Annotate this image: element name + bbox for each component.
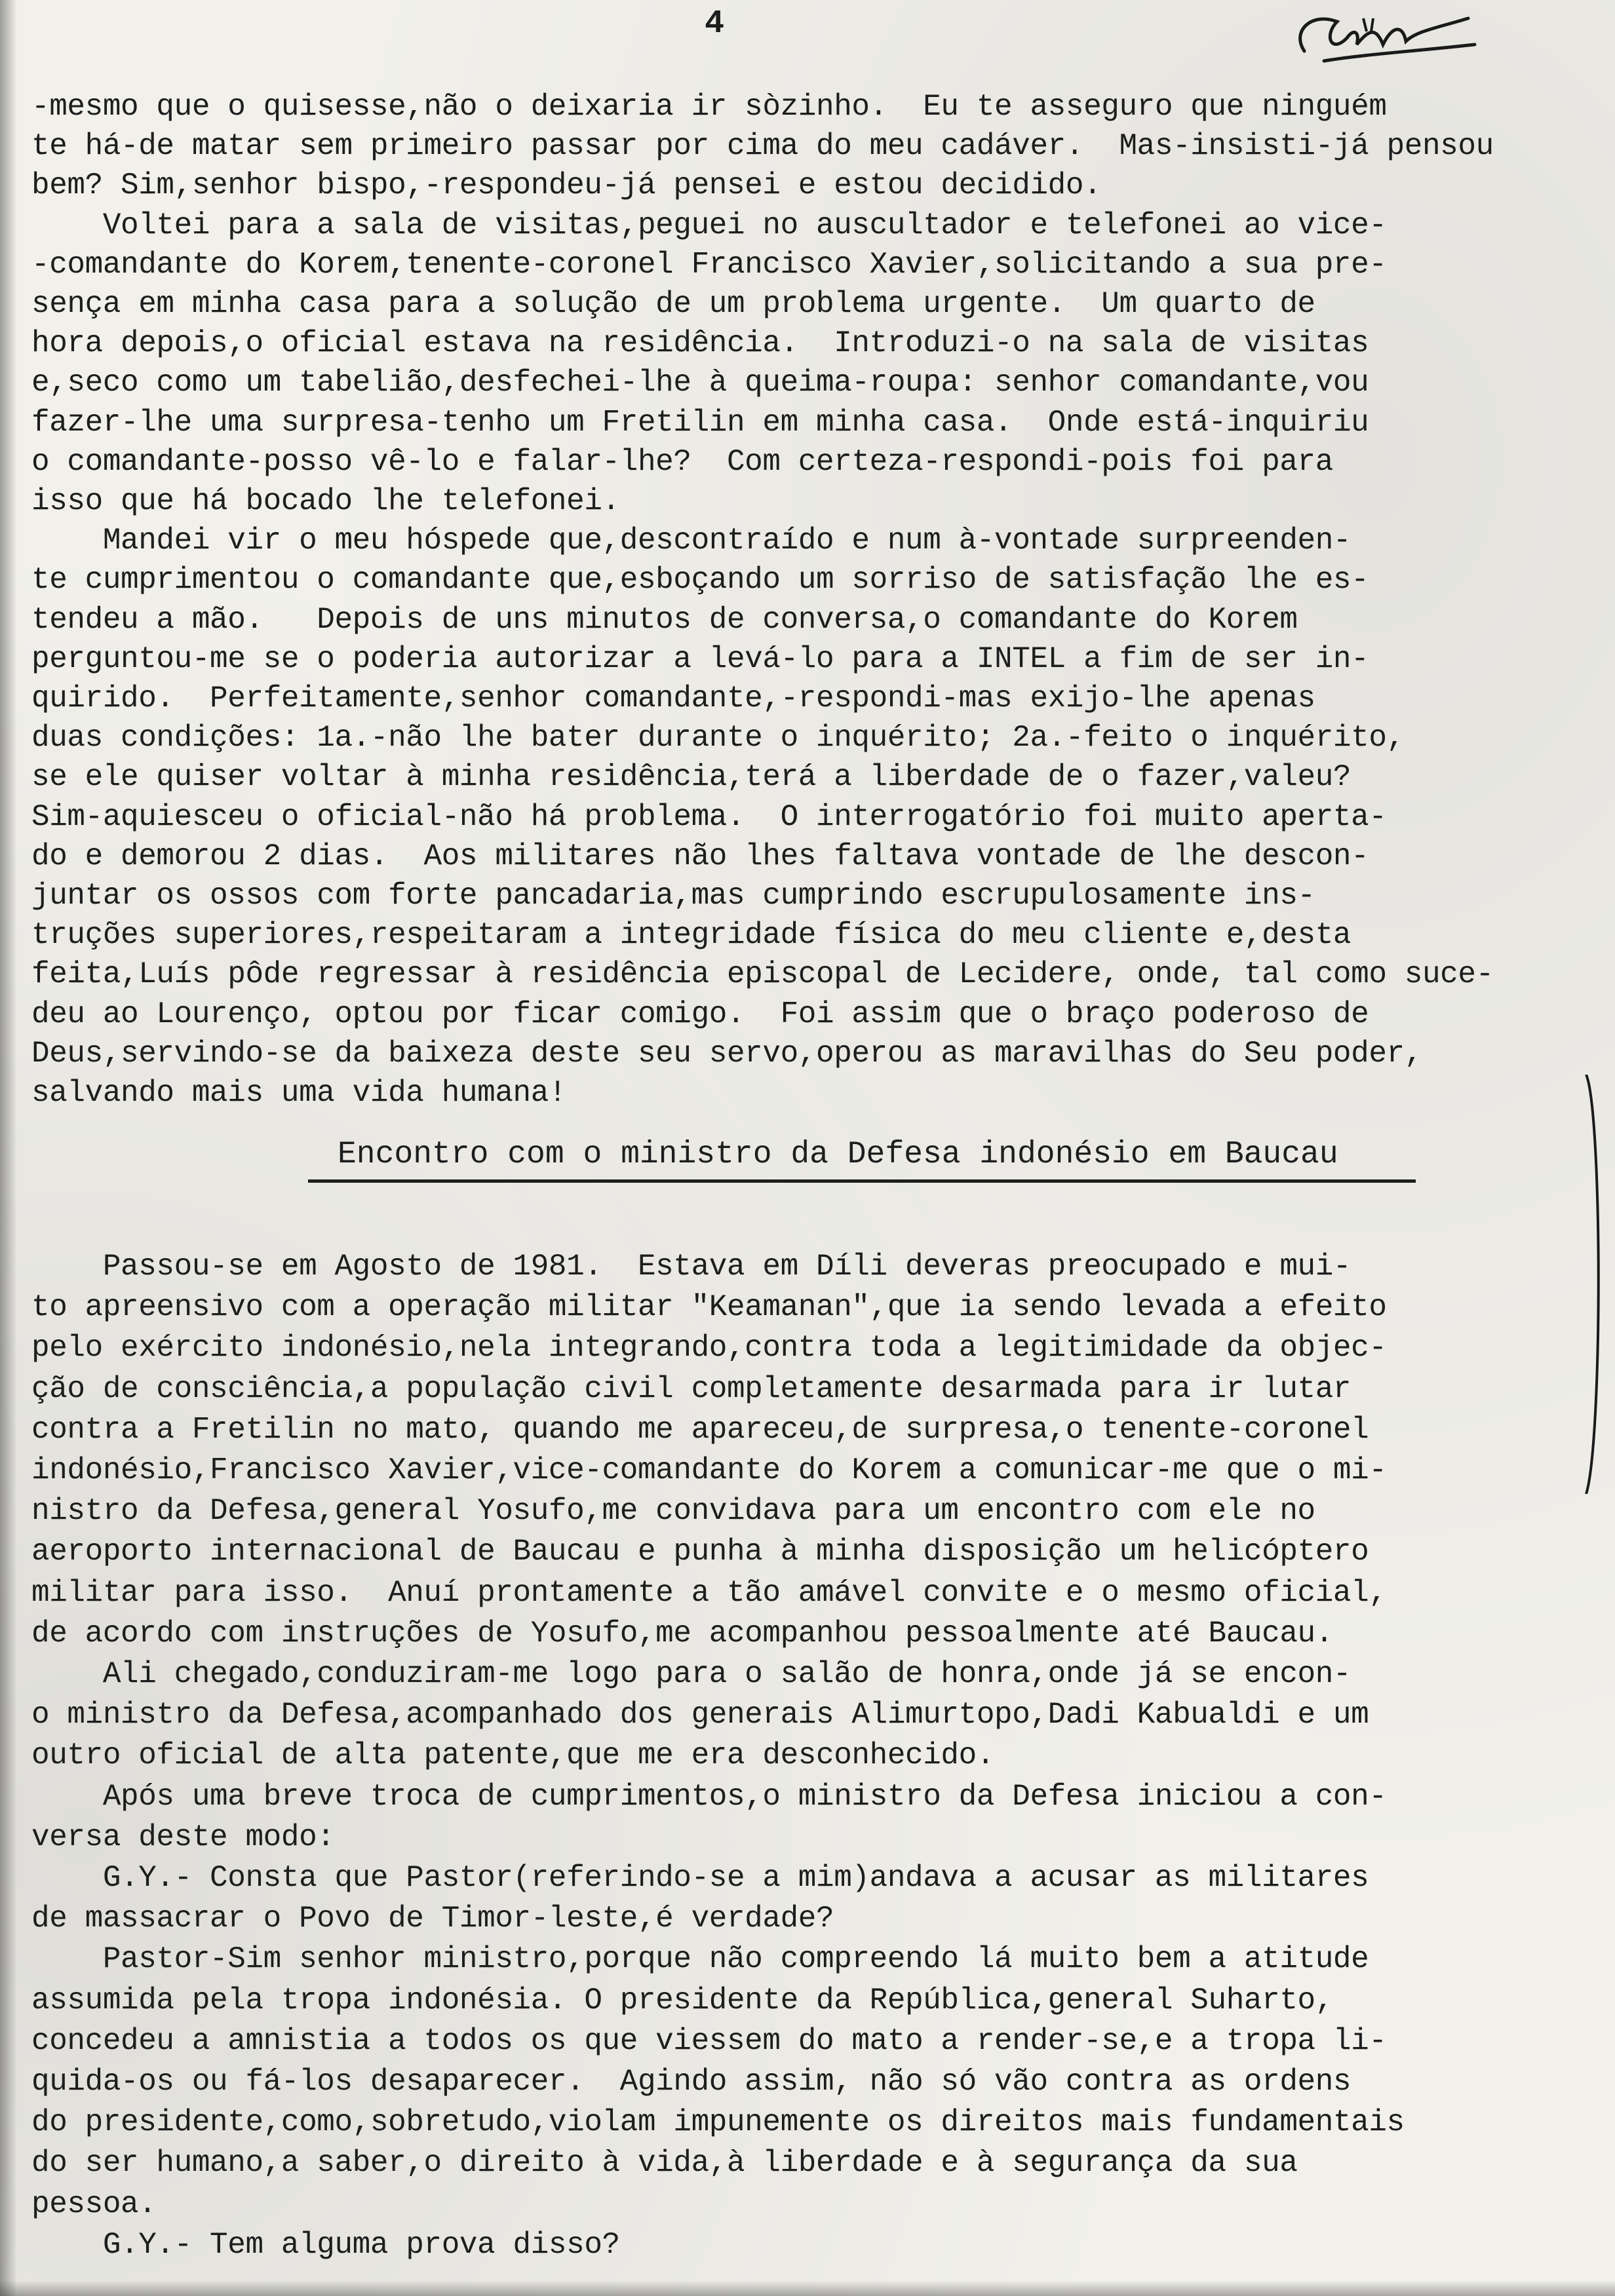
text-line: sença em minha casa para a solução de um problema urgente. Um quarto de [31,287,1315,321]
text-line: isso que há bocado lhe telefonei. [31,484,620,518]
text-line: -mesmo que o quisesse,não o deixaria ir sòzinho. Eu te asseguro que ninguém [31,90,1387,124]
text-line: versa deste modo: [31,1820,335,1854]
text-line: Passou-se em Agosto de 1981. Estava em Díli deveras preocupado e mui- [31,1250,1352,1284]
text-line: fazer-lhe uma surpresa-tenho um Fretilin em minha casa. Onde está-inquiriu [31,405,1369,440]
text-line: assumida pela tropa indonésia. O presidente da República,general Suharto, [31,1983,1333,2018]
text-line: do e demorou 2 dias. Aos militares não lhes faltava vontade de lhe descon- [31,839,1369,873]
text-line: -comandante do Korem,tenente-coronel Francisco Xavier,solicitando a sua pre- [31,247,1387,282]
text-line: pessoa. [31,2187,157,2221]
text-line: duas condições: 1a.-não lhe bater durante o inquérito; 2a.-feito o inquérito, [31,721,1405,756]
text-line: G.Y.- Tem alguma prova disso? [31,2227,620,2262]
text-line: Deus,servindo-se da baixeza deste seu servo,operou as maravilhas do Seu poder, [31,1036,1422,1071]
text-line: bem? Sim,senhor bispo,-respondeu-já pensei e estou decidido. [31,168,1102,203]
text-line: deu ao Lourenço, optou por ficar comigo. Foi assim que o braço poderoso de [31,997,1369,1031]
text-line: o ministro da Defesa,acompanhado dos generais Alimurtopo,Dadi Kabualdi e um [31,1698,1369,1732]
text-line: concedeu a amnistia a todos os que viessem do mato a render-se,e a tropa li- [31,2023,1387,2058]
text-line: outro oficial de alta patente,que me era desconhecido. [31,1738,995,1773]
text-line: Após uma breve troca de cumprimentos,o ministro da Defesa iniciou a con- [31,1779,1387,1814]
text-line: de acordo com instruções de Yosufo,me acompanhou pessoalmente até Baucau. [31,1616,1333,1651]
text-line: do ser humano,a saber,o direito à vida,à liberdade e à segurança da sua [31,2146,1298,2181]
text-line: ção de consciência,a população civil completamente desarmada para ir lutar [31,1371,1352,1406]
text-line: Ali chegado,conduziram-me logo para o salão de honra,onde já se encon- [31,1657,1352,1691]
scan-shadow-bottom [0,2280,1615,2296]
text-line: feita,Luís pôde regressar à residência episcopal de Lecidere, onde, tal como suce- [31,957,1494,992]
text-line: aeroporto internacional de Baucau e punha à minha disposição um helicóptero [31,1535,1369,1569]
text-line: truções superiores,respeitaram a integridade física do meu cliente e,desta [31,918,1352,953]
text-line: perguntou-me se o poderia autorizar a levá-lo para a INTEL a fim de ser in- [31,641,1369,676]
handwritten-signature [1285,5,1481,77]
text-line: e,seco como um tabelião,desfechei-lhe à queima-roupa: senhor comandante,vou [31,366,1369,400]
text-line: de massacrar o Povo de Timor-leste,é verdade? [31,1902,834,1936]
text-line: indonésio,Francisco Xavier,vice-comandante do Korem a comunicar-me que o mi- [31,1453,1387,1487]
text-line: te há-de matar sem primeiro passar por cima do meu cadáver. Mas-insisti-já pensou [31,129,1494,164]
text-line: contra a Fretilin no mato, quando me apareceu,de surpresa,o tenente-coronel [31,1412,1369,1447]
text-line: pelo exército indonésio,nela integrando,contra toda a legitimidade da objec- [31,1331,1387,1366]
text-line: hora depois,o oficial estava na residência. Introduzi-o na sala de visitas [31,326,1369,361]
text-line: salvando mais uma vida humana! [31,1076,567,1110]
scan-shadow-left [0,0,17,2296]
text-line: tendeu a mão. Depois de uns minutos de conversa,o comandante do Korem [31,602,1298,637]
text-line: Pastor-Sim senhor ministro,porque não compreendo lá muito bem a atitude [31,1942,1369,1977]
text-line: to apreensivo com a operação militar "Keamanan",que ia sendo levada a efeito [31,1290,1387,1325]
text-line: o comandante-posso vê-lo e falar-lhe? Com certeza-respondi-pois foi para [31,444,1333,479]
text-line: nistro da Defesa,general Yosufo,me convidava para um encontro com ele no [31,1494,1315,1529]
text-line: Voltei para a sala de visitas,peguei no auscultador e telefonei ao vice- [31,208,1387,242]
text-line: militar para isso. Anuí prontamente a tão amável convite e o mesmo oficial, [31,1575,1387,1610]
text-line: se ele quiser voltar à minha residência,terá a liberdade de o fazer,valeu? [31,760,1352,795]
text-line: Mandei vir o meu hóspede que,descontraído e num à-vontade surpreenden- [31,524,1352,558]
page-number: 4 [705,5,725,43]
text-line: te cumprimentou o comandante que,esboçando um sorriso de satisfação lhe es- [31,563,1369,598]
section-heading: Encontro com o ministro da Defesa indonésio em Baucau [338,1137,1338,1172]
text-line: quida-os ou fá-los desaparecer. Agindo assim, não só vão contra as ordens [31,2065,1352,2099]
text-line: Sim-aquiesceu o oficial-não há problema. O interrogatório foi muito aperta- [31,799,1387,834]
text-line: quirido. Perfeitamente,senhor comandante,-respondi-mas exijo-lhe apenas [31,681,1315,716]
text-line: G.Y.- Consta que Pastor(referindo-se a mim)andava a acusar as militares [31,1861,1369,1895]
heading-underline [308,1179,1416,1183]
text-line: do presidente,como,sobretudo,violam impunemente os direitos mais fundamentais [31,2105,1405,2140]
margin-bracket [1583,1075,1609,1494]
text-line: juntar os ossos com forte pancadaria,mas cumprindo escrupulosamente ins- [31,879,1315,913]
